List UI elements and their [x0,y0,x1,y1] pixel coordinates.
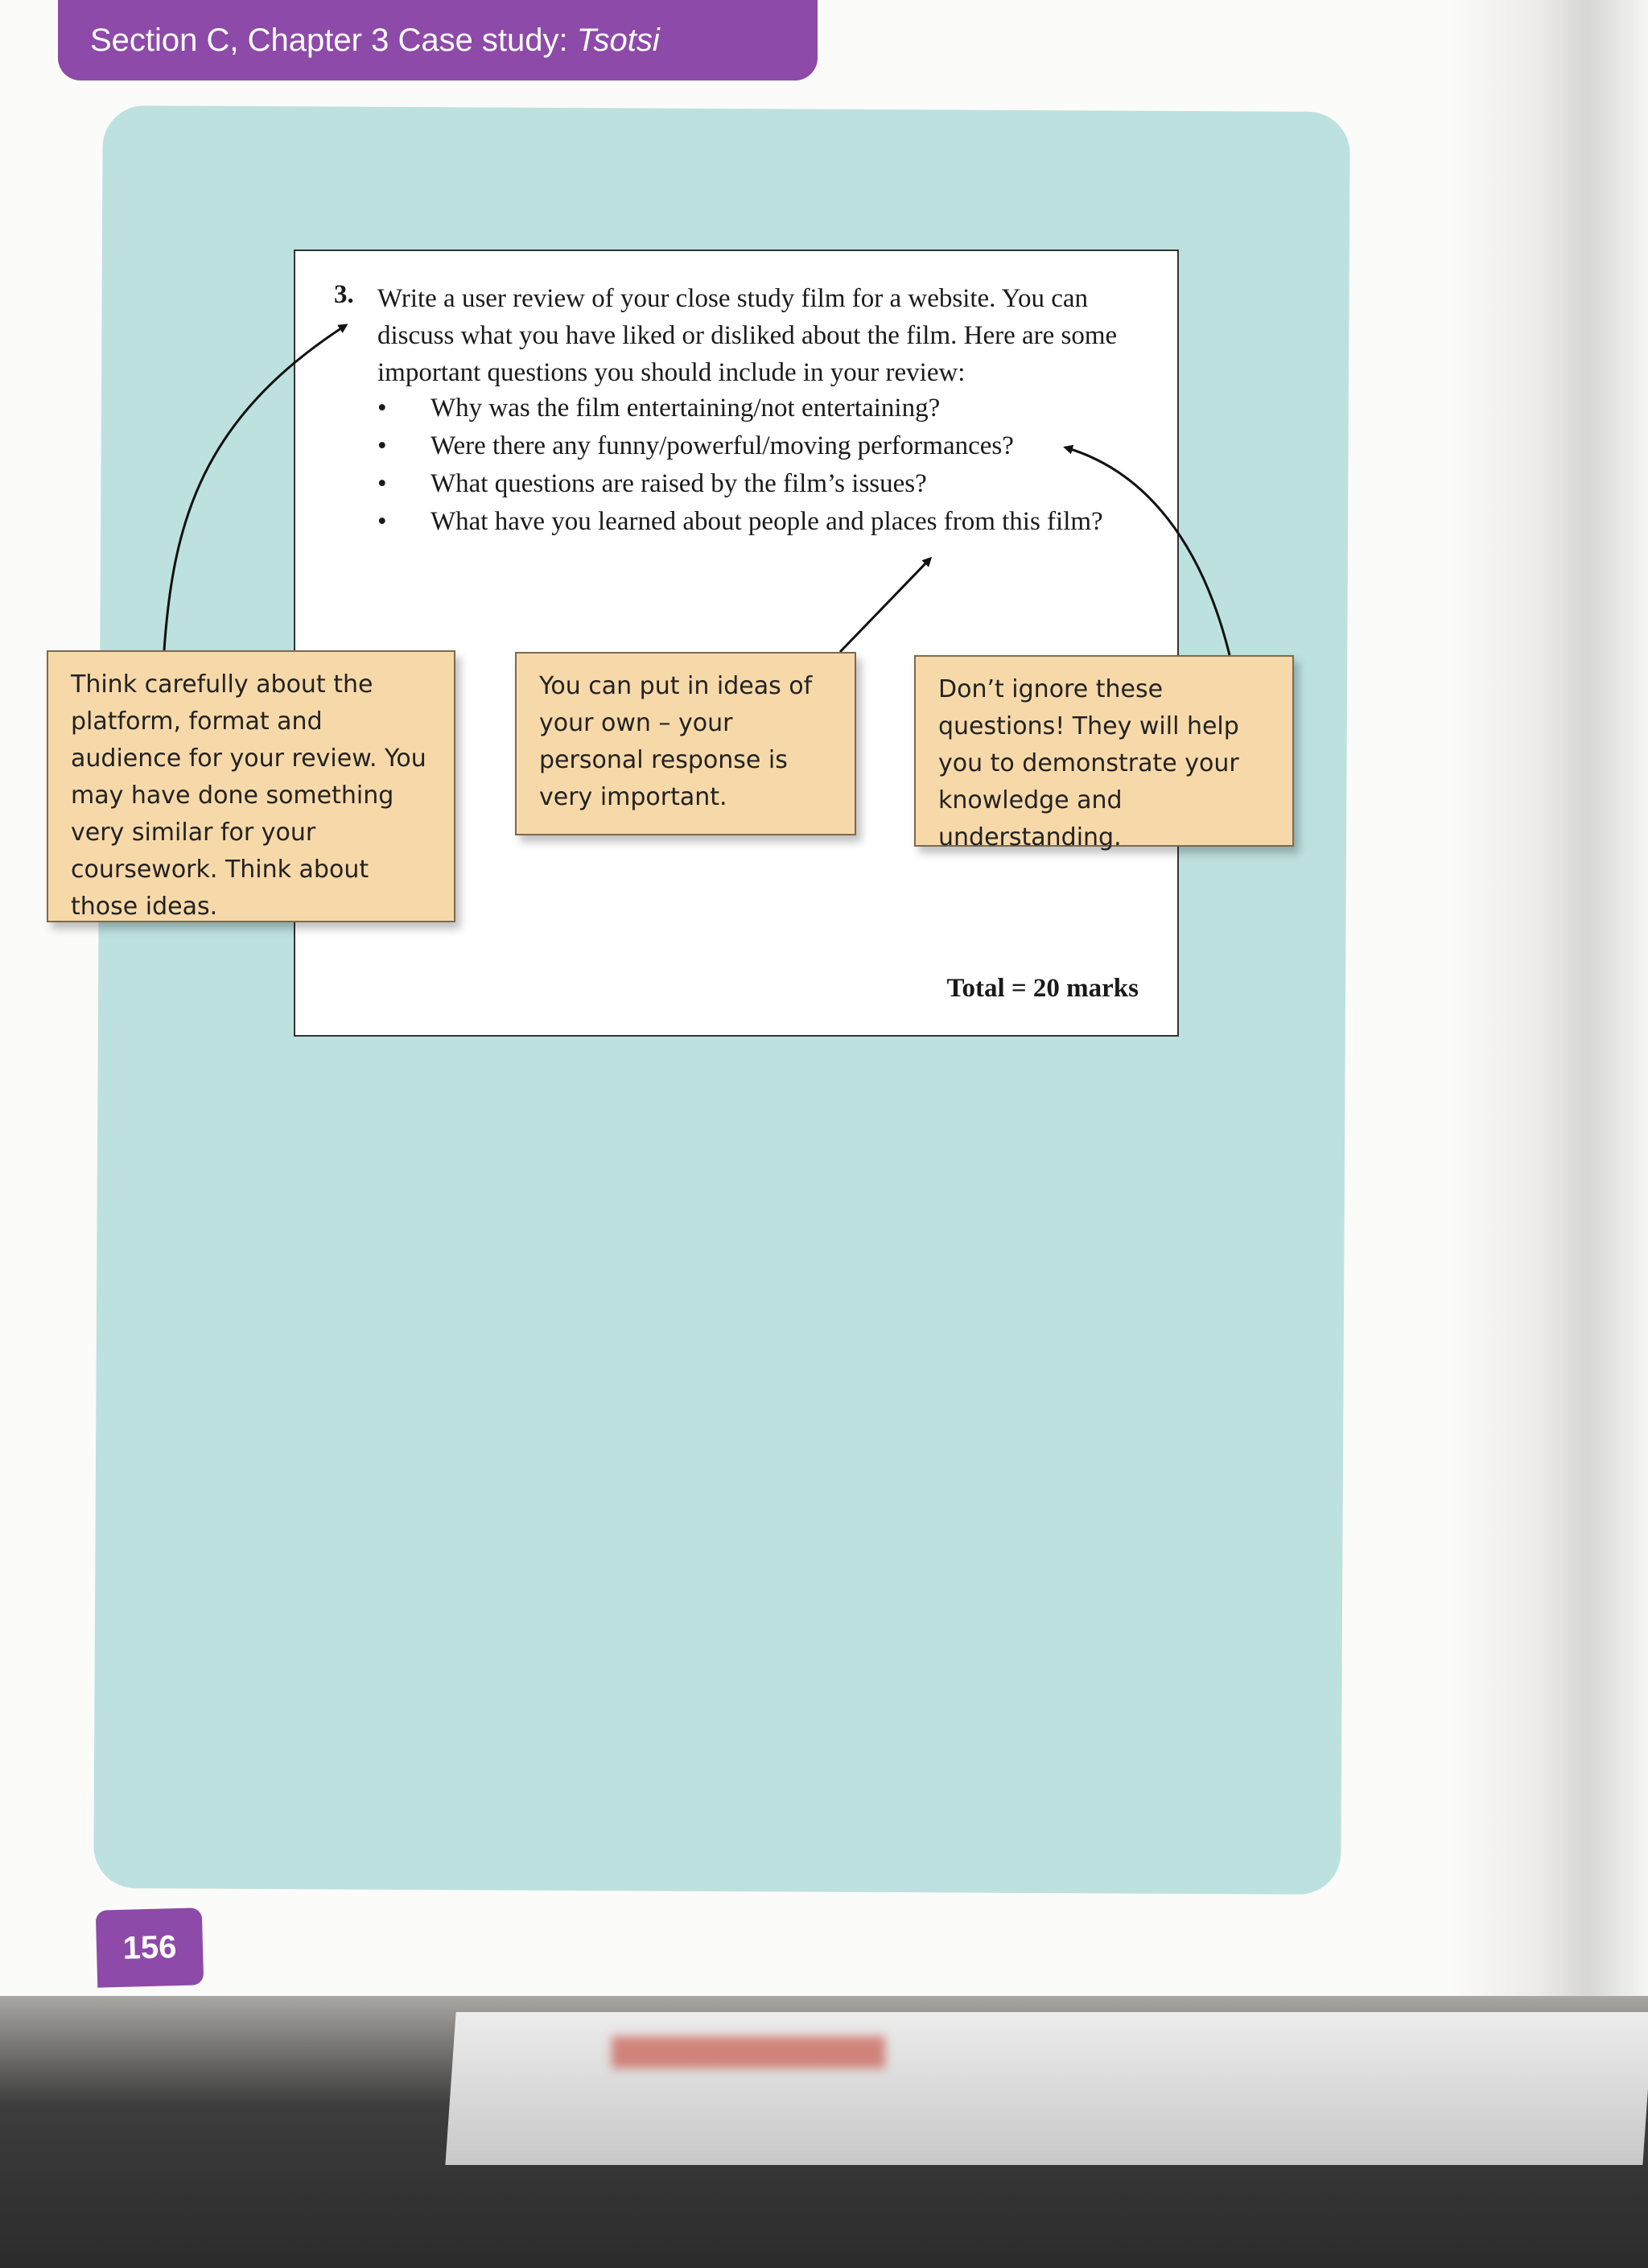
case-study-title: Tsotsi [576,23,660,58]
book-edge [445,2012,1648,2165]
bullet-icon: • [377,469,387,498]
list-item [377,427,1158,465]
bullet-text: Were there any funny/powerful/moving performances? [431,431,1014,460]
section-label: Section C, Chapter 3 [90,23,389,58]
bullet-text: What have you learned about people and places from this film? [431,507,1103,536]
bullet-text: Why was the film entertaining/not entertaining? [431,394,941,423]
tip-note-ideas: You can put in ideas of your own – your personal response is very important. [515,652,856,835]
page-curl-shadow [1448,0,1648,2012]
tip-note-questions: Don’t ignore these questions! They will help you to demonstrate your knowledge and understanding. [914,655,1294,847]
bullet-icon: • [377,431,387,460]
bullet-text: What questions are raised by the film’s issues? [431,469,927,498]
question-bullets [377,390,1158,541]
page-number: 156 [96,1907,204,1987]
bullet-icon: • [377,507,387,536]
total-marks: Total = 20 marks [946,974,1139,1003]
case-study-label: Case study: [398,23,568,58]
list-item [377,390,1158,427]
bullet-icon: • [377,394,387,423]
list-item [377,503,1158,541]
list-item [377,465,1158,503]
question-text: Write a user review of your close study film for a website. You can discuss what you have liked or disliked about the film. Here are some important questions you should include in your review: [377,284,1118,387]
tip-note-platform: Think carefully about the platform, format and audience for your review. You may have done something very similar for your coursework. Think about those ideas. [47,650,455,922]
section-header [58,0,818,80]
book-edge-accent [612,2036,885,2068]
question-number: 3. [334,280,354,309]
